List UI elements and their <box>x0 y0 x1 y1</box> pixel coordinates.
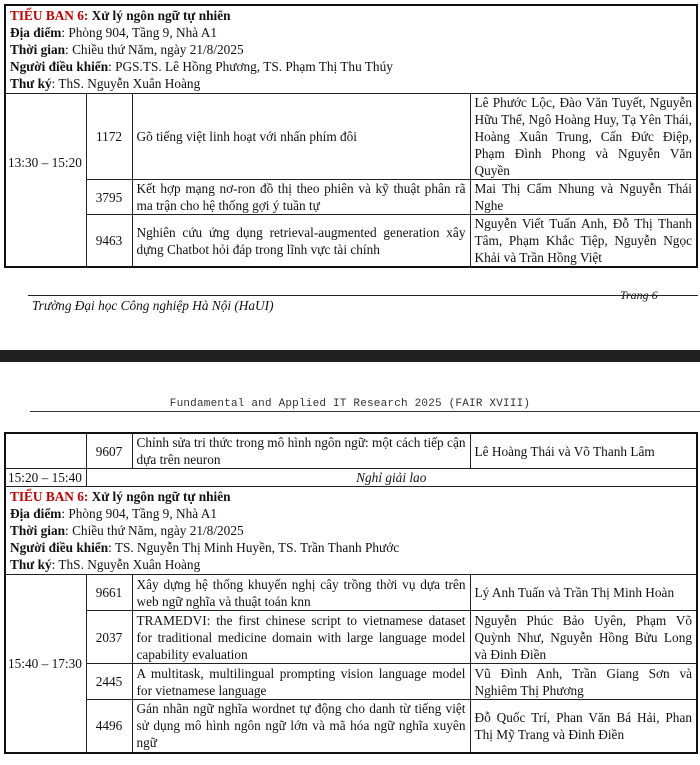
session-header <box>5 487 697 575</box>
break-label: Nghỉ giải lao <box>86 469 697 487</box>
page-gap <box>0 350 700 362</box>
secretary-label: Thư ký <box>10 557 52 572</box>
paper-title: Xây dựng hệ thống khuyến nghị cây trồng thời vụ dựa trên web ngữ nghĩa và thuật toán knn <box>132 575 470 611</box>
location-label: Địa điểm <box>10 506 62 521</box>
paper-id: 9463 <box>86 215 132 268</box>
header-divider <box>30 411 700 412</box>
table-row <box>5 611 697 664</box>
paper-id: 2445 <box>86 664 132 700</box>
chairs-value: : PGS.TS. Lê Hồng Phương, TS. Phạm Thị Thu Thúy <box>108 59 393 74</box>
break-time: 15:20 – 15:40 <box>5 469 86 487</box>
time-slot-cell: 15:40 – 17:30 <box>5 575 86 753</box>
session-table-bottom <box>4 432 698 754</box>
secretary-value: : ThS. Nguyễn Xuân Hoàng <box>51 76 201 91</box>
paper-id: 4496 <box>86 700 132 753</box>
session-header <box>5 5 697 94</box>
paper-authors: Nguyễn Phúc Bảo Uyên, Phạm Võ Quỳnh Như, Nguyễn Hồng Bửu Long và Đinh Điền <box>470 611 697 664</box>
time-value: : Chiều thứ Năm, ngày 21/8/2025 <box>65 42 244 57</box>
paper-title: Gõ tiếng việt linh hoạt với nhấn phím đôi <box>132 94 470 180</box>
time-slot-cell: 13:30 – 15:20 <box>5 94 86 268</box>
footer-institution: Trường Đại học Công nghiệp Hà Nội (HaUI) <box>32 298 274 313</box>
secretary-value: : ThS. Nguyễn Xuân Hoàng <box>51 557 201 572</box>
paper-id: 3795 <box>86 180 132 215</box>
time-label: Thời gian <box>10 523 66 538</box>
paper-authors: Đỗ Quốc Trí, Phan Văn Bá Hải, Phan Thị Mỹ Trang và Đinh Điền <box>470 700 697 753</box>
table-row <box>5 433 697 469</box>
paper-title: Chỉnh sửa tri thức trong mô hình ngôn ngữ: một cách tiếp cận dựa trên neuron <box>132 433 470 469</box>
paper-id: 1172 <box>86 94 132 180</box>
session-title-label: TIỂU BAN 6: <box>10 489 89 504</box>
paper-title: TRAMEDVI: the first chinese script to vietnamese dataset for traditional medicine domain with large language model capability evaluation <box>132 611 470 664</box>
table-row <box>5 94 697 180</box>
session-title-label: TIỂU BAN 6: <box>10 8 89 23</box>
secretary-label: Thư ký <box>10 76 52 91</box>
paper-title: Kết hợp mạng nơ-ron đồ thị theo phiên và kỹ thuật phân rã ma trận cho hệ thống gợi ý tuần tự <box>132 180 470 215</box>
session-header-row <box>5 487 697 575</box>
session-table-top <box>4 4 698 268</box>
time-value: : Chiều thứ Năm, ngày 21/8/2025 <box>65 523 244 538</box>
break-row <box>5 469 697 487</box>
session-title-value: Xử lý ngôn ngữ tự nhiên <box>88 489 231 504</box>
page-6-fragment <box>0 0 700 350</box>
running-header: Fundamental and Applied IT Research 2025 (FAIR XVIII) <box>169 398 531 410</box>
location-label: Địa điểm <box>10 25 62 40</box>
chairs-label: Người điều khiển <box>10 540 109 555</box>
chairs-label: Người điều khiển <box>10 59 109 74</box>
paper-id: 9661 <box>86 575 132 611</box>
session-header-row <box>5 5 697 94</box>
session-title-value: Xử lý ngôn ngữ tự nhiên <box>88 8 231 23</box>
time-slot-cell <box>5 433 86 469</box>
table-row <box>5 180 697 215</box>
table-row <box>5 575 697 611</box>
paper-id: 2037 <box>86 611 132 664</box>
paper-authors: Vũ Đình Anh, Trần Giang Sơn và Nghiêm Thị Phương <box>470 664 697 700</box>
paper-title: A multitask, multilingual prompting vision language model for vietnamese language <box>132 664 470 700</box>
table-row <box>5 700 697 753</box>
paper-authors: Nguyễn Viết Tuấn Anh, Đỗ Thị Thanh Tâm, Phạm Khắc Tiệp, Nguyễn Ngọc Khải và Trần Hồng Việt <box>470 215 697 268</box>
table-row <box>5 215 697 268</box>
paper-authors: Lê Hoàng Thái và Võ Thanh Lâm <box>470 433 697 469</box>
paper-title: Nghiên cứu ứng dụng retrieval-augmented generation xây dựng Chatbot hỏi đáp trong lĩnh vực tài chính <box>132 215 470 268</box>
paper-authors: Lý Anh Tuấn và Trần Thị Minh Hoàn <box>470 575 697 611</box>
paper-authors: Lê Phước Lộc, Đào Văn Tuyết, Nguyễn Hữu Thể, Ngô Hoàng Huy, Tạ Yên Thái, Hoàng Xuân Trung, Cấn Đức Điệp, Phạm Đình Phong và Nguyễn Văn Quyền <box>470 94 697 180</box>
paper-id: 9607 <box>86 433 132 469</box>
chairs-value: : TS. Nguyễn Thị Minh Huyền, TS. Trần Thanh Phước <box>108 540 400 555</box>
footer-divider <box>28 295 698 296</box>
time-label: Thời gian <box>10 42 66 57</box>
paper-authors: Mai Thị Cẩm Nhung và Nguyễn Thái Nghe <box>470 180 697 215</box>
table-row <box>5 664 697 700</box>
page-number: Trang 6 <box>620 288 658 302</box>
paper-title: Gán nhãn ngữ nghĩa wordnet tự động cho danh từ tiếng việt sử dụng mô hình ngôn ngữ lớn và mã hóa ngữ nghĩa xuyên ngữ <box>132 700 470 753</box>
location-value: : Phòng 904, Tầng 9, Nhà A1 <box>61 506 217 521</box>
location-value: : Phòng 904, Tầng 9, Nhà A1 <box>61 25 217 40</box>
